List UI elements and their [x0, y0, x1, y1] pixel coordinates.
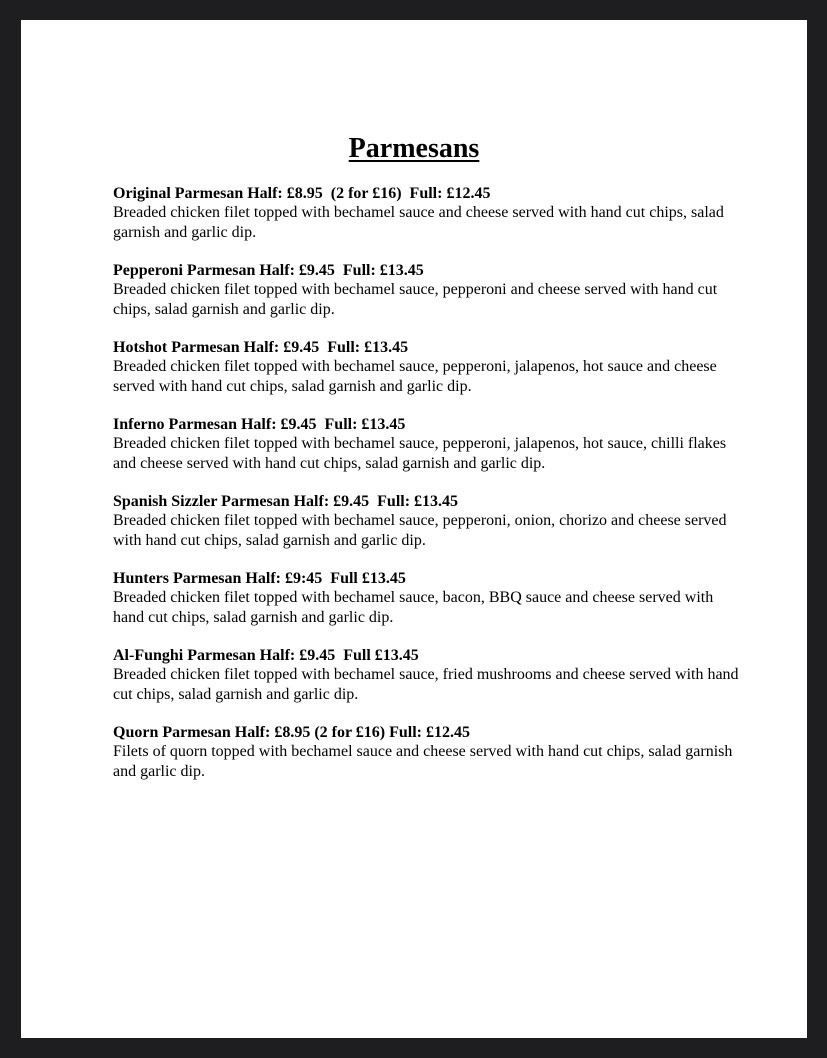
menu-item-al-funghi: [113, 646, 743, 723]
menu-item-heading: Pepperoni Parmesan Half: £9.45 Full: £13.45: [113, 262, 424, 279]
menu-item-description: Breaded chicken filet topped with bechamel sauce and cheese served with hand cut chips, salad garnish and garlic dip.: [113, 204, 724, 241]
menu-item-hunters: [113, 569, 743, 646]
menu-item-heading: Original Parmesan Half: £8.95 (2 for £16) Full: £12.45: [113, 185, 491, 202]
menu-item-heading: Spanish Sizzler Parmesan Half: £9.45 Full: £13.45: [113, 493, 459, 510]
menu-item-description: Breaded chicken filet topped with bechamel sauce, fried mushrooms and cheese served with hand cut chips, salad garnish and garlic dip.: [113, 666, 739, 703]
menu-item-description: Breaded chicken filet topped with bechamel sauce, pepperoni, jalapenos, hot sauce, chilli flakes and cheese served with hand cut chips, salad garnish and garlic dip.: [113, 435, 727, 472]
menu-item-description: Breaded chicken filet topped with bechamel sauce, bacon, BBQ sauce and cheese served with hand cut chips, salad garnish and garlic dip.: [113, 589, 714, 626]
menu-item-spanish-sizzler: [113, 492, 743, 569]
menu-item-description: Filets of quorn topped with bechamel sauce and cheese served with hand cut chips, salad garnish and garlic dip.: [113, 743, 733, 780]
menu-list: [113, 184, 743, 800]
menu-item-description: Breaded chicken filet topped with bechamel sauce, pepperoni, jalapenos, hot sauce and cheese served with hand cut chips, salad garnish and garlic dip.: [113, 358, 717, 395]
menu-item-original: [113, 184, 743, 261]
menu-item-inferno: [113, 415, 743, 492]
menu-item-description: Breaded chicken filet topped with bechamel sauce, pepperoni, onion, chorizo and cheese served with hand cut chips, salad garnish and garlic dip.: [113, 512, 727, 549]
document-page: [21, 20, 807, 1038]
menu-item-description: Breaded chicken filet topped with bechamel sauce, pepperoni and cheese served with hand cut chips, salad garnish and garlic dip.: [113, 281, 718, 318]
menu-item-hotshot: [113, 338, 743, 415]
menu-item-quorn: [113, 723, 743, 800]
menu-item-heading: Hotshot Parmesan Half: £9.45 Full: £13.45: [113, 339, 409, 356]
menu-item-heading: Inferno Parmesan Half: £9.45 Full: £13.45: [113, 416, 406, 433]
menu-item-heading: Hunters Parmesan Half: £9:45 Full £13.45: [113, 570, 406, 587]
menu-item-pepperoni: [113, 261, 743, 338]
menu-item-heading: Al-Funghi Parmesan Half: £9.45 Full £13.45: [113, 647, 419, 664]
menu-item-heading: Quorn Parmesan Half: £8.95 (2 for £16) Full: £12.45: [113, 724, 471, 741]
page-title: Parmesans: [348, 133, 480, 164]
